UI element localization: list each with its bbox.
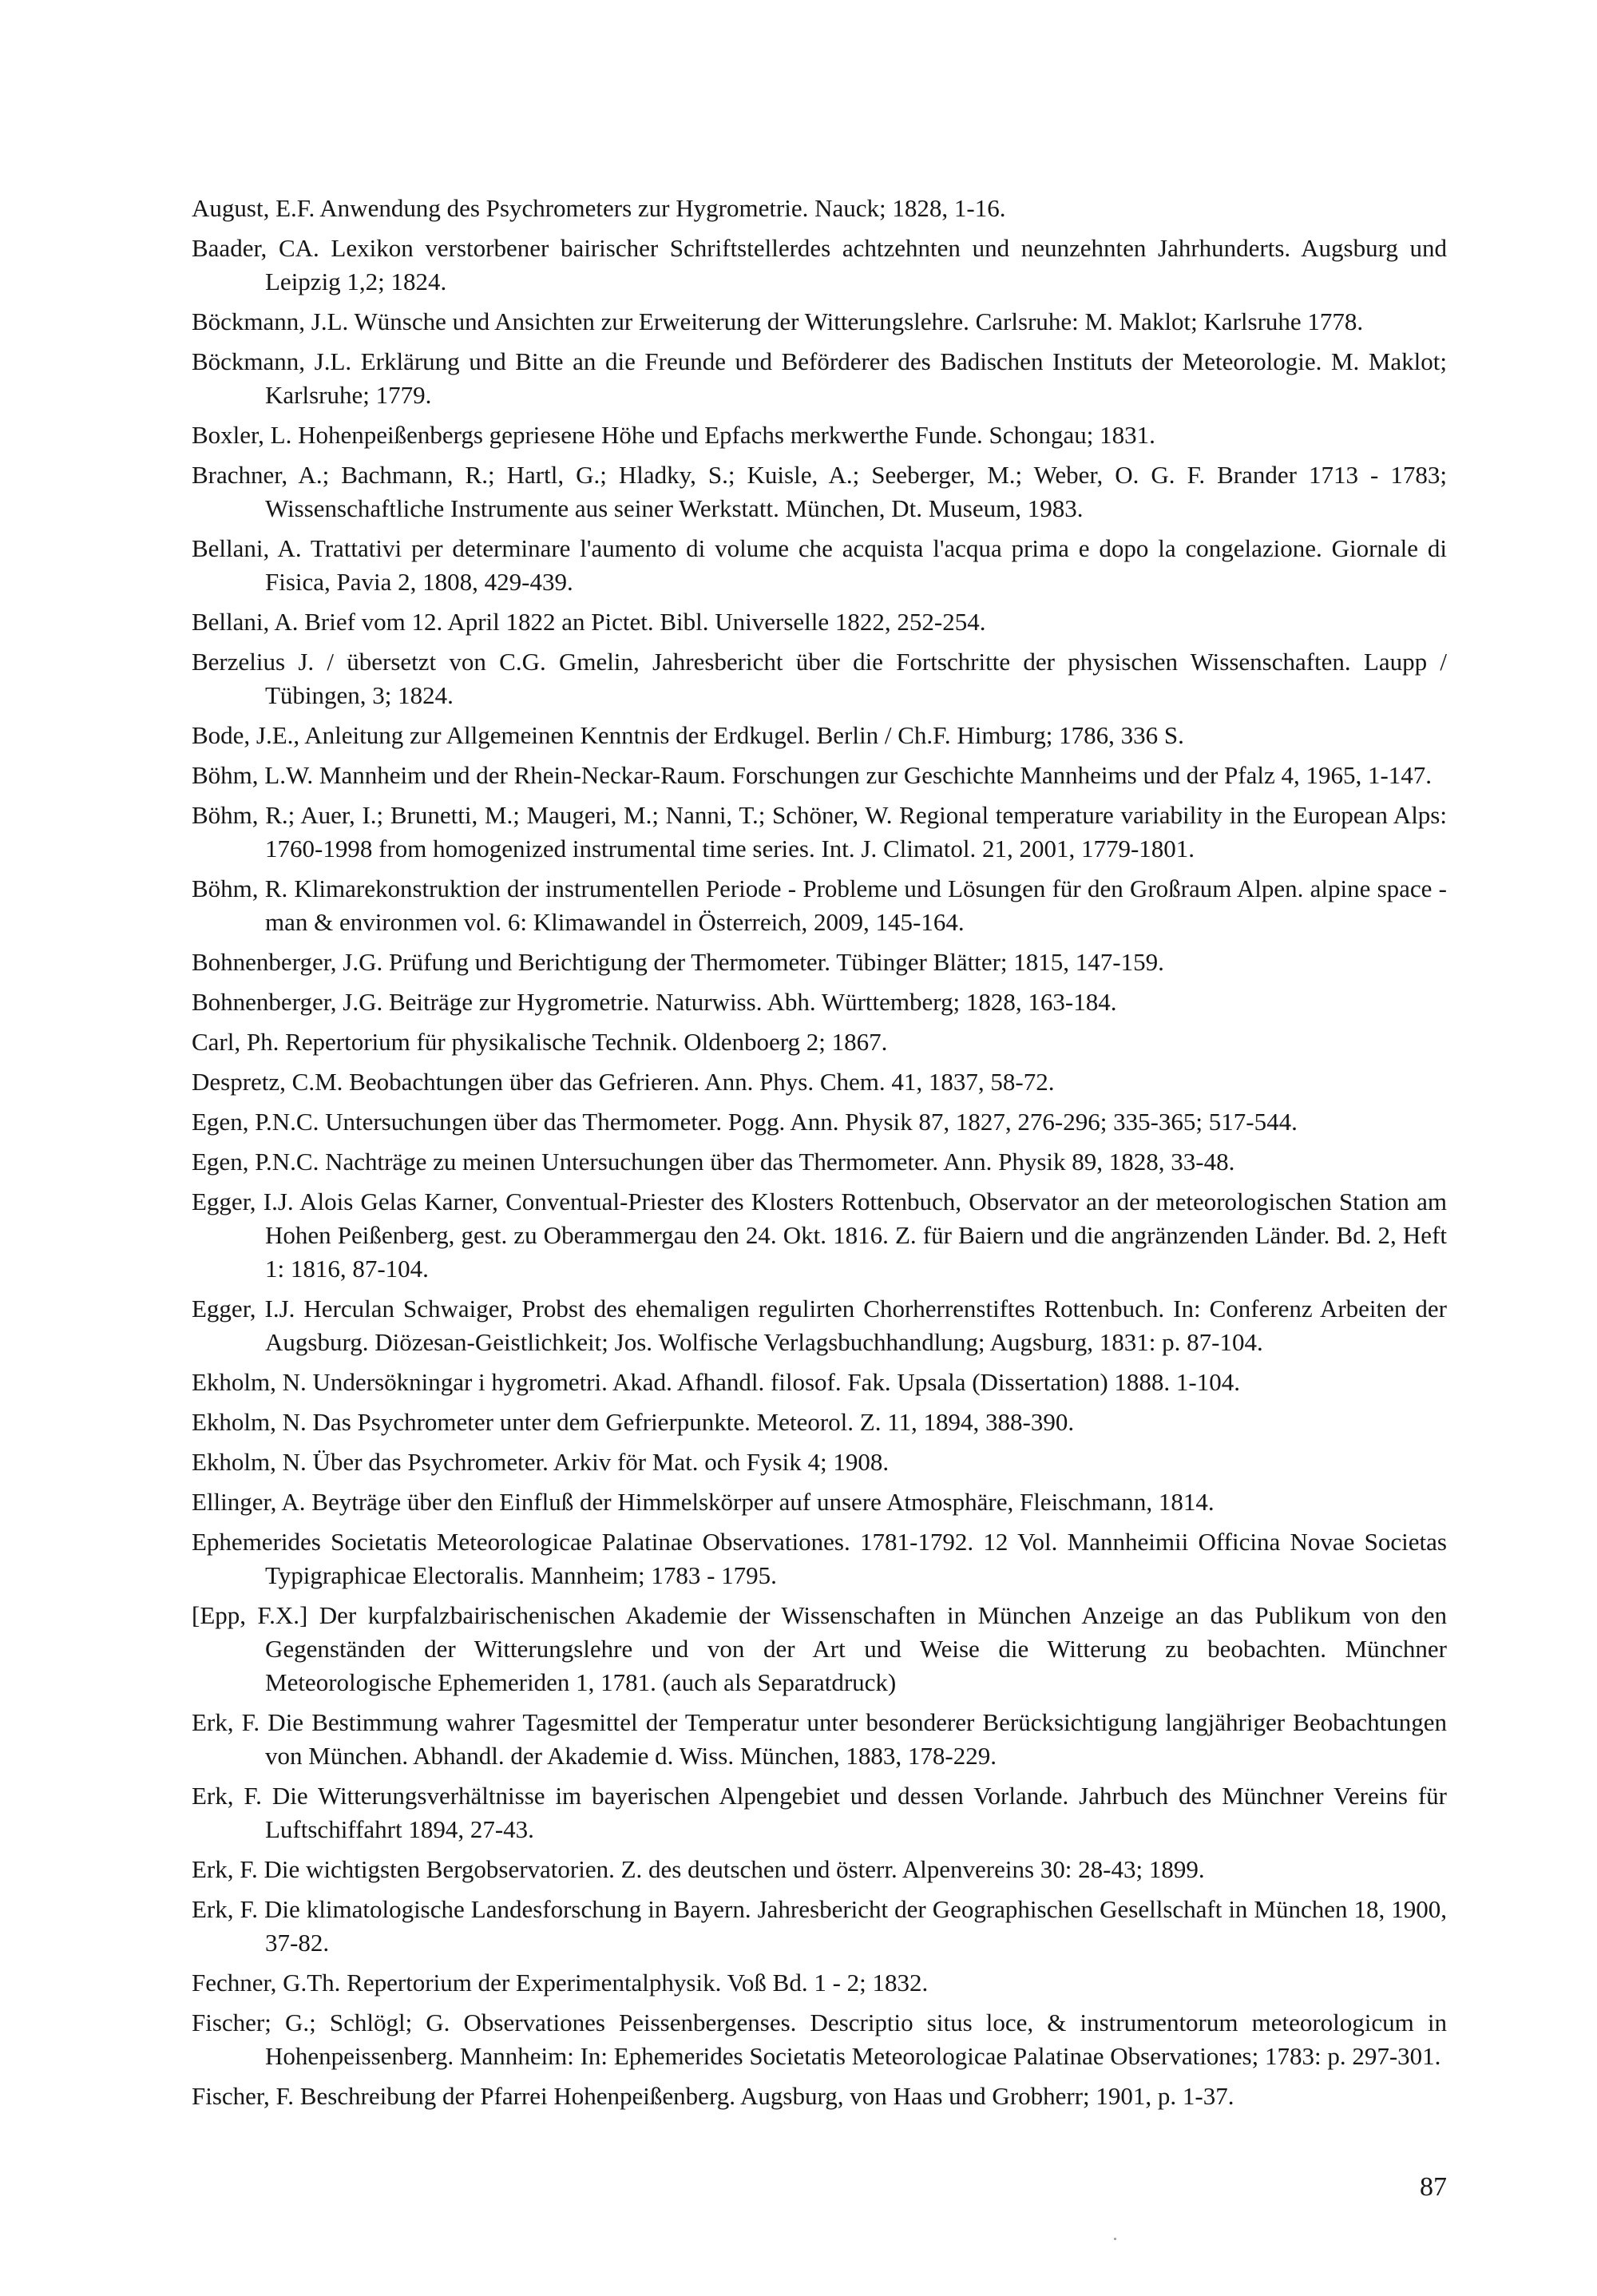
bibliography-entry: [Epp, F.X.] Der kurpfalzbairischenischen Akademie der Wissenschaften in München Anzeige an das Publikum von den Gegenständen der Witterungslehre und von der Art und Weise die Witterung zu beobachten. Münchner Meteorologische Ephemeriden 1, 1781. (auch als Separatdruck): [192, 1601, 1447, 1696]
bibliography-entry: Ephemerides Societatis Meteorologicae Palatinae Observationes. 1781-1792. 12 Vol. Mannheimii Officina Novae Societas Typigraphicae Electoralis. Mannheim; 1783 - 1795.: [192, 1528, 1447, 1589]
scan-speck: [1114, 2238, 1116, 2240]
bibliography-entry: Ekholm, N. Das Psychrometer unter dem Gefrierpunkte. Meteorol. Z. 11, 1894, 388-390.: [192, 1408, 1075, 1436]
bibliography-entry: Bellani, A. Trattativi per determinare l'aumento di volume che acquista l'acqua prima e dopo la congelazione. Giornale di Fisica, Pavia 2, 1808, 429-439.: [192, 534, 1447, 596]
bibliography-entry: Egger, I.J. Herculan Schwaiger, Probst des ehemaligen regulirten Chorherrenstiftes Rottenbuch. In: Conferenz Arbeiten der Augsburg. Diözesan-Geistlichkeit; Jos. Wolfische Verlagsbuchhandlung; Augsburg, 1831: p. 87-104.: [192, 1295, 1447, 1356]
bibliography-entry: Egger, I.J. Alois Gelas Karner, Conventual-Priester des Klosters Rottenbuch, Observator an der meteorologischen Station am Hohen Peißenberg, gest. zu Oberammergau den 24. Okt. 1816. Z. für Baiern und die angränzenden Länder. Bd. 2, Heft 1: 1816, 87-104.: [192, 1188, 1447, 1283]
bibliography-entry: Erk, F. Die Bestimmung wahrer Tagesmittel der Temperatur unter besonderer Berücksichtigung langjähriger Beobachtungen von München. Abhandl. der Akademie d. Wiss. München, 1883, 178-229.: [192, 1708, 1447, 1770]
bibliography-entry: Despretz, C.M. Beobachtungen über das Gefrieren. Ann. Phys. Chem. 41, 1837, 58-72.: [192, 1068, 1055, 1096]
page-number: 87: [1420, 2172, 1447, 2202]
bibliography-entry: Böhm, R. Klimarekonstruktion der instrumentellen Periode - Probleme und Lösungen für den Großraum Alpen. alpine space - man & environmen vol. 6: Klimawandel in Österreich, 2009, 145-164.: [192, 874, 1447, 936]
bibliography-entry: Egen, P.N.C. Untersuchungen über das Thermometer. Pogg. Ann. Physik 87, 1827, 276-296; 335-365; 517-544.: [192, 1108, 1298, 1136]
bibliography-entry: Erk, F. Die wichtigsten Bergobservatorien. Z. des deutschen und österr. Alpenvereins 30: 28-43; 1899.: [192, 1855, 1205, 1883]
bibliography-entry: Erk, F. Die klimatologische Landesforschung in Bayern. Jahresbericht der Geographischen Gesellschaft in München 18, 1900, 37-82.: [192, 1895, 1447, 1957]
bibliography-entry: Böhm, L.W. Mannheim und der Rhein-Neckar-Raum. Forschungen zur Geschichte Mannheims und der Pfalz 4, 1965, 1-147.: [192, 761, 1433, 789]
bibliography-entry: Brachner, A.; Bachmann, R.; Hartl, G.; Hladky, S.; Kuisle, A.; Seeberger, M.; Weber, O. G. F. Brander 1713 - 1783; Wissenschaftliche Instrumente aus seiner Werkstatt. München, Dt. Museum, 1983.: [192, 461, 1447, 522]
bibliography-entry: Fechner, G.Th. Repertorium der Experimentalphysik. Voß Bd. 1 - 2; 1832.: [192, 1969, 929, 1997]
bibliography-entry: Boxler, L. Hohenpeißenbergs gepriesene Höhe und Epfachs merkwerthe Funde. Schongau; 1831.: [192, 421, 1155, 449]
bibliography-list: [192, 192, 1447, 2120]
bibliography-entry: Egen, P.N.C. Nachträge zu meinen Untersuchungen über das Thermometer. Ann. Physik 89, 1828, 33-48.: [192, 1148, 1235, 1176]
bibliography-entry: Böckmann, J.L. Wünsche und Ansichten zur Erweiterung der Witterungslehre. Carlsruhe: M. Maklot; Karlsruhe 1778.: [192, 307, 1364, 335]
bibliography-entry: Böckmann, J.L. Erklärung und Bitte an die Freunde und Beförderer des Badischen Instituts der Meteorologie. M. Maklot; Karlsruhe; 1779.: [192, 347, 1447, 409]
bibliography-entry: Erk, F. Die Witterungsverhältnisse im bayerischen Alpengebiet und dessen Vorlande. Jahrbuch des Münchner Vereins für Luftschiffahrt 1894, 27-43.: [192, 1782, 1447, 1843]
bibliography-entry: Carl, Ph. Repertorium für physikalische Technik. Oldenboerg 2; 1867.: [192, 1028, 888, 1056]
bibliography-entry: Fischer; G.; Schlögl; G. Observationes Peissenbergenses. Descriptio situs loce, & instrumentorum meteorologicum in Hohenpeissenberg. Mannheim: In: Ephemerides Societatis Meteorologicae Palatinae Observationes; 1783: p. 297-301.: [192, 2009, 1447, 2070]
bibliography-entry: Fischer, F. Beschreibung der Pfarrei Hohenpeißenberg. Augsburg, von Haas und Grobherr; 1901, p. 1-37.: [192, 2082, 1234, 2110]
bibliography-entry: Böhm, R.; Auer, I.; Brunetti, M.; Maugeri, M.; Nanni, T.; Schöner, W. Regional temperature variability in the European Alps: 1760-1998 from homogenized instrumental time series. Int. J. Climatol. 21, 2001, 1779-1801.: [192, 801, 1447, 862]
bibliography-entry: August, E.F. Anwendung des Psychrometers zur Hygrometrie. Nauck; 1828, 1-16.: [192, 194, 1006, 222]
bibliography-entry: Berzelius J. / übersetzt von C.G. Gmelin, Jahresbericht über die Fortschritte der physischen Wissenschaften. Laupp / Tübingen, 3; 1824.: [192, 648, 1447, 709]
bibliography-entry: Ellinger, A. Beyträge über den Einfluß der Himmelskörper auf unsere Atmosphäre, Fleischmann, 1814.: [192, 1488, 1215, 1516]
bibliography-entry: Baader, CA. Lexikon verstorbener bairischer Schriftstellerdes achtzehnten und neunzehnten Jahrhunderts. Augsburg und Leipzig 1,2; 1824.: [192, 234, 1447, 295]
bibliography-entry: Bohnenberger, J.G. Prüfung und Berichtigung der Thermometer. Tübinger Blätter; 1815, 147-159.: [192, 948, 1164, 976]
bibliography-entry: Ekholm, N. Undersökningar i hygrometri. Akad. Afhandl. filosof. Fak. Upsala (Dissertation) 1888. 1-104.: [192, 1368, 1240, 1396]
bibliography-entry: Ekholm, N. Über das Psychrometer. Arkiv för Mat. och Fysik 4; 1908.: [192, 1448, 890, 1476]
bibliography-entry: Bode, J.E., Anleitung zur Allgemeinen Kenntnis der Erdkugel. Berlin / Ch.F. Himburg; 1786, 336 S.: [192, 721, 1184, 749]
bibliography-entry: Bellani, A. Brief vom 12. April 1822 an Pictet. Bibl. Universelle 1822, 252-254.: [192, 608, 986, 636]
bibliography-entry: Bohnenberger, J.G. Beiträge zur Hygrometrie. Naturwiss. Abh. Württemberg; 1828, 163-184.: [192, 988, 1117, 1016]
